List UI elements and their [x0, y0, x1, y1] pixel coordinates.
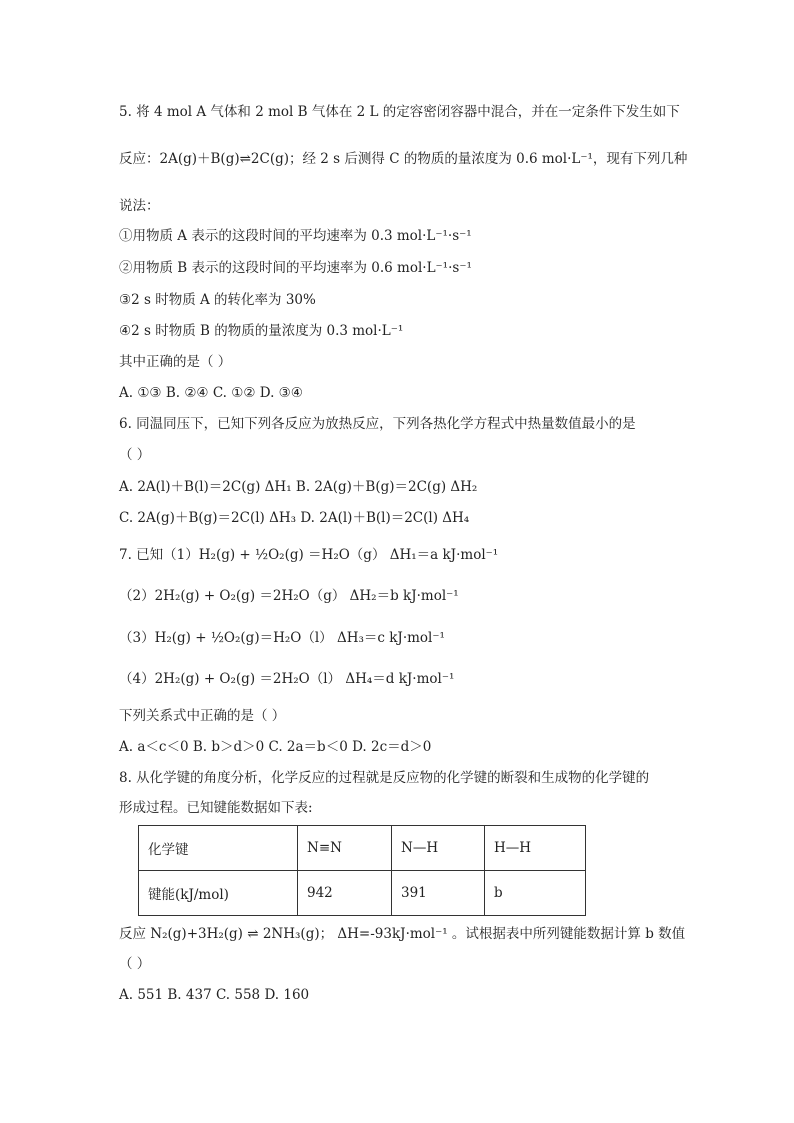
table-cell: 键能(kJ/mol) [139, 871, 298, 916]
q5-statement-1: ①用物质 A 表示的这段时间的平均速率为 0.3 mol·L⁻¹·s⁻¹ [119, 228, 472, 244]
q6-line1: 6. 同温同压下，已知下列各反应为放热反应，下列各热化学方程式中热量数值最小的是 [119, 416, 636, 432]
table-cell: b [485, 871, 586, 916]
table-cell: 化学键 [139, 826, 298, 871]
q8-options: A. 551 B. 437 C. 558 D. 160 [119, 987, 310, 1003]
q6-options-cd: C. 2A(g)＋B(g)＝2C(l) ΔH₃ D. 2A(l)＋B(l)＝2C(l) ΔH₄ [119, 510, 470, 526]
q5-statement-2: ②用物质 B 表示的这段时间的平均速率为 0.6 mol·L⁻¹·s⁻¹ [119, 260, 472, 276]
q7-equation-1: 7. 已知（1）H₂(g) + ½O₂(g) ＝H₂O（g） ΔH₁＝a kJ·mol⁻¹ [119, 547, 499, 563]
q7-equation-2: （2）2H₂(g) + O₂(g) ＝2H₂O（g） ΔH₂＝b kJ·mol⁻¹ [119, 588, 459, 604]
table-cell: H—H [485, 826, 586, 871]
q8-reaction: 反应 N₂(g)+3H₂(g) ⇌ 2NH₃(g)； ΔH=-93kJ·mol⁻¹ 。试根据表中所列键能数据计算 b 数值 [119, 926, 686, 942]
q5-question: 其中正确的是（ ） [119, 354, 232, 370]
q7-options: A. a＜c＜0 B. b＞d＞0 C. 2a＝b＜0 D. 2c＝d＞0 [119, 739, 432, 755]
q5-statement-4: ④2 s 时物质 B 的物质的量浓度为 0.3 mol·L⁻¹ [119, 323, 404, 339]
q6-line2: （ ） [119, 447, 151, 463]
table-cell: 942 [298, 871, 392, 916]
table-cell: 391 [392, 871, 485, 916]
q6-options-ab: A. 2A(l)＋B(l)＝2C(g) ΔH₁ B. 2A(g)＋B(g)＝2C(g) ΔH₂ [119, 479, 478, 495]
q7-question: 下列关系式中正确的是（ ） [119, 708, 286, 724]
q8-line2: 形成过程。已知键能数据如下表: [119, 800, 313, 816]
q8-line1: 8. 从化学键的角度分析，化学反应的过程就是反应物的化学键的断裂和生成物的化学键的 [119, 770, 650, 786]
q5-options: A. ①③ B. ②④ C. ①② D. ③④ [119, 385, 303, 401]
bond-energy-table [138, 825, 586, 916]
table-row [139, 871, 586, 916]
q7-equation-3: （3）H₂(g) + ½O₂(g)＝H₂O（l） ΔH₃＝c kJ·mol⁻¹ [119, 630, 445, 646]
q7-equation-4: （4）2H₂(g) + O₂(g) ＝2H₂O（l） ΔH₄＝d kJ·mol⁻¹ [119, 671, 455, 687]
q8-paren: （ ） [119, 956, 151, 972]
table-header-row [139, 826, 586, 871]
q5-statement-3: ③2 s 时物质 A 的转化率为 30% [119, 292, 316, 308]
q5-line1: 5. 将 4 mol A 气体和 2 mol B 气体在 2 L 的定容密闭容器中混合，并在一定条件下发生如下 [119, 104, 680, 120]
q5-line3: 说法： [119, 198, 160, 214]
q5-line2: 反应：2A(g)＋B(g)⇌2C(g)；经 2 s 后测得 C 的物质的量浓度为 0.6 mol·L⁻¹，现有下列几种 [119, 151, 688, 167]
table-cell: N≡N [298, 826, 392, 871]
table-cell: N—H [392, 826, 485, 871]
